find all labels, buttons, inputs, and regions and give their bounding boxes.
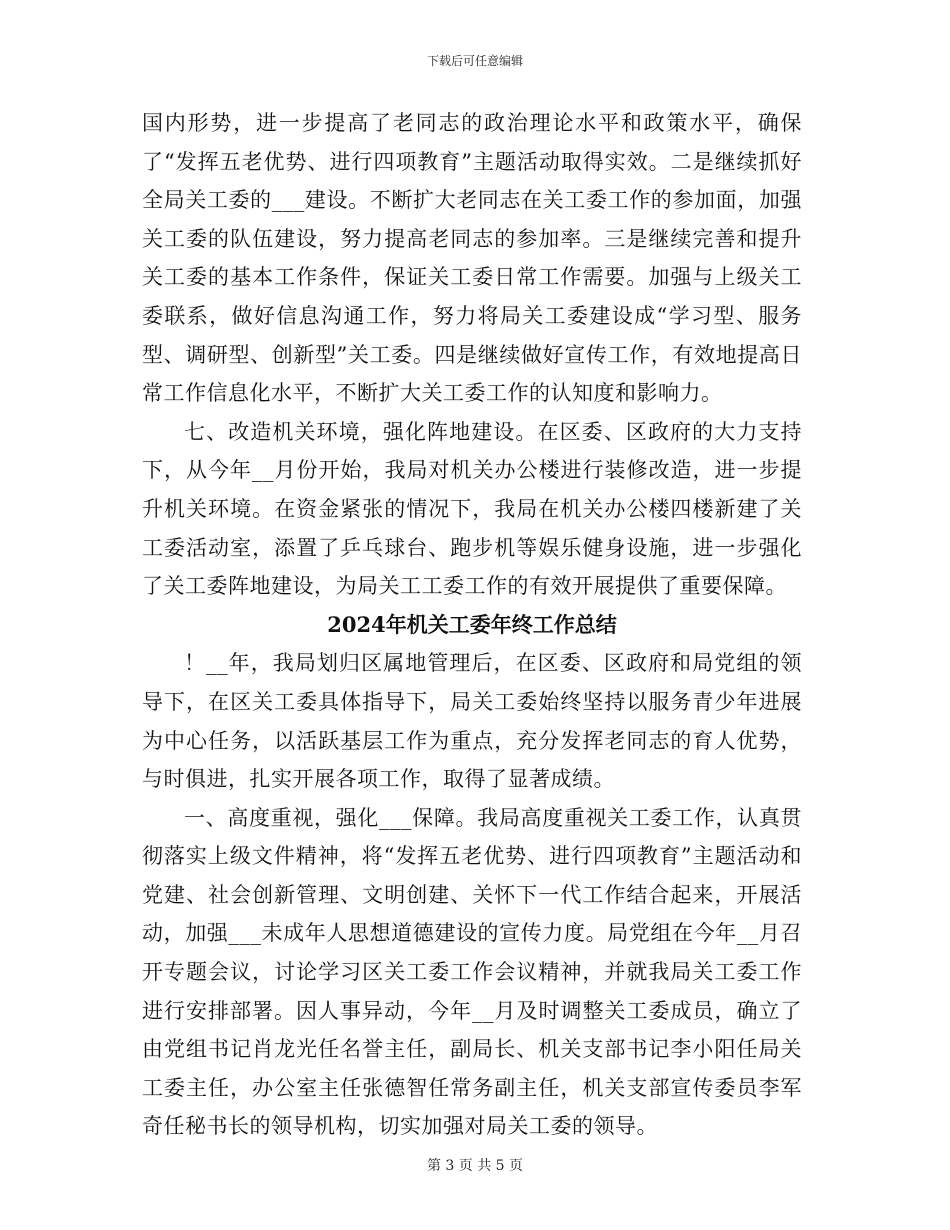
document-body — [142, 104, 802, 1146]
paragraph-intro: ！__年，我局划归区属地管理后，在区委、区政府和局党组的领导下，在区关工委具体指导下，局关工委始终坚持以服务青少年进展为中心任务，以活跃基层工作为重点，充分发挥老同志的育人优势，与时俱进，扎实开展各项工作，取得了显著成绩。 — [142, 651, 802, 792]
paragraph-section-seven: 七、改造机关环境，强化阵地建设。在区委、区政府的大力支持下，从今年__月份开始，我局对机关办公楼进行装修改造，进一步提升机关环境。在资金紧张的情况下，我局在机关办公楼四楼新建了关工委活动室，添置了乒乓球台、跑步机等娱乐健身设施，进一步强化了关工委阵地建设，为局关工工委工作的有效开展提供了重要保障。 — [142, 419, 802, 599]
paragraph-continued: 国内形势，进一步提高了老同志的政治理论水平和政策水平，确保了“发挥五老优势、进行四项教育”主题活动取得实效。二是继续抓好全局关工委的___建设。不断扩大老同志在关工委工作的参加面，加强关工委的队伍建设，努力提高老同志的参加率。三是继续完善和提升关工委的基本工作条件，保证关工委日常工作需要。加强与上级关工委联系，做好信息沟通工作，努力将局关工委建设成“学习型、服务型、调研型、创新型”关工委。四是继续做好宣传工作，有效地提高日常工作信息化水平，不断扩大关工委工作的认知度和影响力。 — [142, 111, 802, 406]
page-header-note: 下载后可任意编辑 — [426, 54, 523, 68]
document-title: 2024年机关工委年终工作总结 — [327, 611, 617, 637]
page-number: 第 3 页 共 5 页 — [426, 1158, 524, 1174]
paragraph-section-one: 一、高度重视，强化___保障。我局高度重视关工委工作，认真贯彻落实上级文件精神，将“发挥五老优势、进行四项教育”主题活动和党建、社会创新管理、文明创建、关怀下一代工作结合起来，开展活动，加强___未成年人思想道德建设的宣传力度。局党组在今年__月召开专题会议，讨论学习区关工委工作会议精神，并就我局关工委工作进行安排部署。因人事异动，今年__月及时调整关工委成员，确立了由党组书记肖龙光任名誉主任，副局长、机关支部书记李小阳任局关工委主任，办公室主任张德智任常务副主任，机关支部宣传委员李军奇任秘书长的领导机构，切实加强对局关工委的领导。 — [142, 805, 802, 1139]
